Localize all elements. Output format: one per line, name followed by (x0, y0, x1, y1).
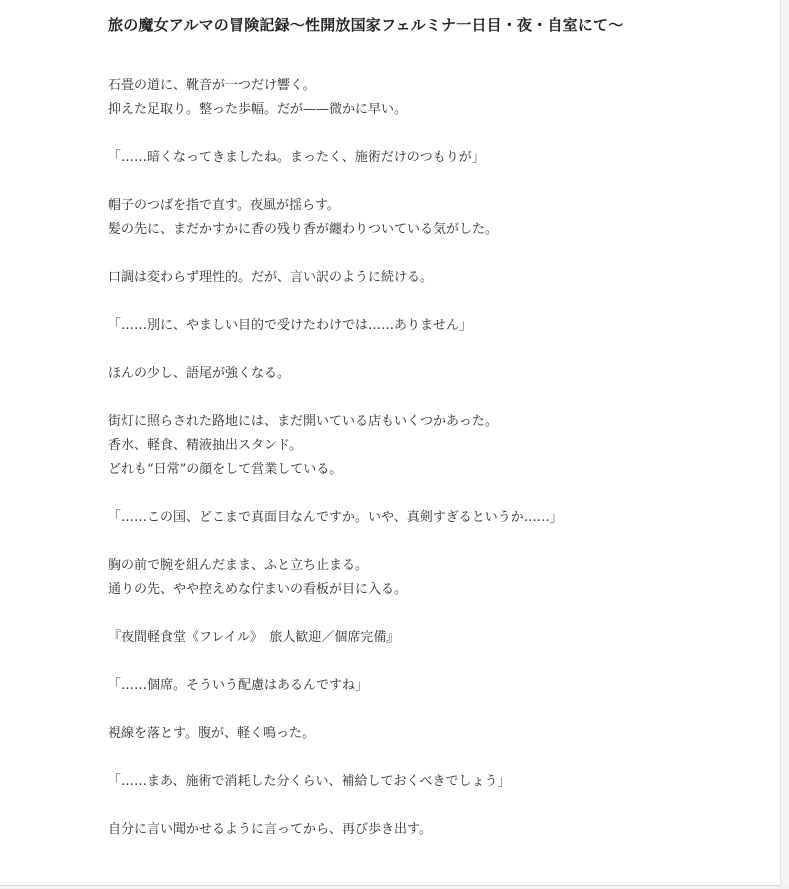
text-line: 「……暗くなってきましたね。まったく、施術だけのつもりが」 (108, 150, 485, 165)
document-body (108, 74, 748, 866)
text-line: 街灯に照らされた路地には、まだ開いている店もいくつかあった。 (108, 414, 498, 429)
paragraph (108, 626, 748, 650)
paragraph (108, 74, 748, 122)
text-line: 「……まあ、施術で消耗した分くらい、補給しておくべきでしょう」 (108, 774, 511, 789)
paragraph (108, 506, 748, 530)
text-line: 口調は変わらず理性的。だが、言い訳のように続ける。 (108, 270, 434, 285)
paragraph (108, 410, 748, 482)
text-line: 帽子のつばを指で直す。夜風が揺らす。 (108, 198, 340, 213)
paragraph (108, 674, 748, 698)
paragraph (108, 146, 748, 170)
text-line: 「……この国、どこまで真面目なんですか。いや、真剣すぎるというか……」 (108, 510, 563, 525)
text-line: 胸の前で腕を組んだまま、ふと立ち止まる。 (108, 558, 369, 573)
scrollbar-track[interactable] (781, 0, 789, 889)
text-line: 視線を落とす。腹が、軽く鳴った。 (108, 726, 315, 741)
paragraph (108, 194, 748, 242)
text-line: ほんの少し、語尾が強くなる。 (108, 366, 291, 381)
text-line: 自分に言い聞かせるように言ってから、再び歩き出す。 (108, 822, 432, 837)
text-line: 『夜間軽食堂《フレイル》 旅人歓迎／個席完備』 (108, 630, 400, 645)
paragraph (108, 362, 748, 386)
text-line: どれも“日常”の顔をして営業している。 (108, 462, 343, 477)
text-line: 「……個席。そういう配慮はあるんですね」 (108, 678, 369, 693)
text-line: 「……別に、やましい目的で受けたわけでは……ありません」 (108, 318, 473, 333)
document-title: 旅の魔女アルマの冒険記録〜性開放国家フェルミナ一日目・夜・自室にて〜 (108, 16, 624, 34)
text-line: 石畳の道に、靴音が一つだけ響く。 (108, 78, 316, 93)
paragraph (108, 314, 748, 338)
text-line: 通りの先、やや控えめな佇まいの看板が目に入る。 (108, 582, 408, 597)
paragraph (108, 770, 748, 794)
paragraph (108, 722, 748, 746)
paragraph (108, 554, 748, 602)
text-line: 香水、軽食、精液抽出スタンド。 (108, 438, 302, 453)
paragraph (108, 266, 748, 290)
text-line: 抑えた足取り。整った歩幅。だが——微かに早い。 (108, 102, 408, 117)
text-line: 髪の先に、まだかすかに香の残り香が纏わりついている気がした。 (108, 222, 499, 237)
paragraph (108, 818, 748, 842)
